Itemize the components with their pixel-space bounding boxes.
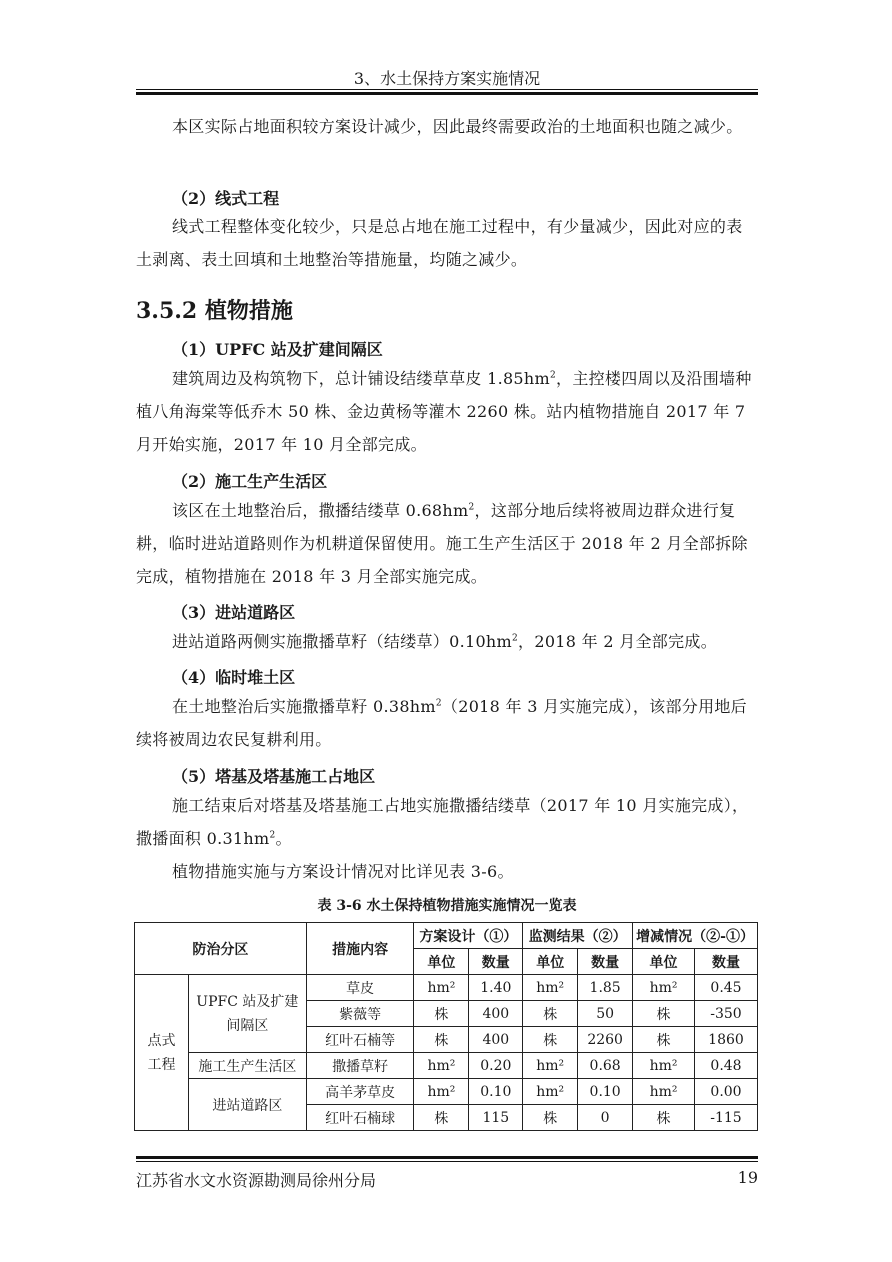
- unit-cell: hm²: [633, 1079, 695, 1105]
- qty-cell: 1860: [695, 1027, 758, 1053]
- subheading-tower-base: （5）塔基及塔基施工占地区: [172, 767, 376, 786]
- qty-cell: 0.48: [695, 1053, 758, 1079]
- paragraph-tower-base: 施工结束后对塔基及塔基施工占地实施撒播结缕草（2017 年 10 月实施完成），撒播面积 $0.31hm^2$。: [136, 796, 749, 848]
- measure-cell: 草皮: [306, 975, 414, 1001]
- unit-cell: 株: [414, 1001, 469, 1027]
- zone-cell: 施工生产生活区: [188, 1053, 306, 1079]
- qty-cell: 0.20: [469, 1053, 523, 1079]
- unit-cell: hm²: [633, 975, 695, 1001]
- header-unit: 单位: [523, 949, 578, 975]
- section-title: 3.5.2 植物措施: [136, 298, 293, 324]
- subheading-construction-area: （2）施工生产生活区: [172, 472, 328, 491]
- qty-cell: 0: [578, 1105, 633, 1131]
- qty-cell: 115: [469, 1105, 523, 1131]
- subheading-temp-soil: （4）临时堆土区: [172, 668, 296, 687]
- header-zone: 防治分区: [135, 923, 307, 975]
- measure-cell: 高羊茅草皮: [306, 1079, 414, 1105]
- measure-cell: 撒播草籽: [306, 1053, 414, 1079]
- group-cell: 点式工程: [135, 975, 189, 1131]
- qty-cell: 1.85: [578, 975, 633, 1001]
- paragraph-table-reference: 植物措施实施与方案设计情况对比详见表 3-6。: [172, 862, 514, 881]
- paragraph-upfc: 建筑周边及构筑物下，总计铺设结缕草草皮 $1.85hm^2$，主控楼四周以及沿围墙种植八角海棠等低乔木 50 株、金边黄杨等灌木 2260 株。站内植物措施自 2017 年 7 月开始实施，2017 年 10 月全部完成。: [136, 369, 752, 454]
- paragraph-construction-area: 该区在土地整治后，撒播结缕草 $0.68hm^2$，这部分地后续将被周边群众进行复耕，临时进站道路则作为机耕道保留使用。施工生产生活区于 2018 年 2 月全部拆除完成，植物措施在 2018 年 3 月全部实施完成。: [136, 501, 748, 586]
- header-unit: 单位: [414, 949, 469, 975]
- table-header-row: [135, 923, 758, 949]
- unit-cell: 株: [633, 1001, 695, 1027]
- running-header: 3、水土保持方案实施情况: [353, 69, 541, 88]
- qty-cell: 0.10: [469, 1079, 523, 1105]
- zone-cell: UPFC 站及扩建间隔区: [188, 975, 306, 1053]
- unit-cell: hm²: [523, 975, 578, 1001]
- measure-cell: 紫薇等: [306, 1001, 414, 1027]
- header-measure: 措施内容: [306, 923, 414, 975]
- unit-cell: 株: [523, 1105, 578, 1131]
- unit-cell: hm²: [414, 975, 469, 1001]
- qty-cell: -350: [695, 1001, 758, 1027]
- unit-cell: 株: [633, 1027, 695, 1053]
- footer-rule-thick: [136, 1156, 758, 1159]
- page-number: 19: [737, 1168, 758, 1187]
- unit-cell: hm²: [414, 1053, 469, 1079]
- unit-cell: hm²: [633, 1053, 695, 1079]
- qty-cell: 0.10: [578, 1079, 633, 1105]
- header-unit: 单位: [633, 949, 695, 975]
- header-rule-thick: [136, 92, 758, 95]
- paragraph-area-reduction: 本区实际占地面积较方案设计减少，因此最终需要政治的土地面积也随之减少。: [172, 117, 743, 136]
- paragraph-access-road: 进站道路两侧实施撒播草籽（结缕草）$0.10hm^2$，2018 年 2 月全部完成。: [172, 632, 718, 651]
- qty-cell: 0.68: [578, 1053, 633, 1079]
- subheading-linear: （2）线式工程: [172, 189, 280, 208]
- unit-cell: 株: [633, 1105, 695, 1131]
- unit-cell: 株: [414, 1105, 469, 1131]
- header-monitor: 监测结果（②）: [523, 923, 633, 949]
- table-row: [135, 1053, 758, 1079]
- qty-cell: 2260: [578, 1027, 633, 1053]
- header-qty: 数量: [469, 949, 523, 975]
- footer-organization: 江苏省水文水资源勘测局徐州分局: [136, 1171, 377, 1190]
- qty-cell: 0.00: [695, 1079, 758, 1105]
- qty-cell: 1.40: [469, 975, 523, 1001]
- header-rule-thin: [136, 89, 758, 90]
- qty-cell: 400: [469, 1027, 523, 1053]
- header-design: 方案设计（①）: [414, 923, 523, 949]
- qty-cell: 0.45: [695, 975, 758, 1001]
- subheading-access-road: （3）进站道路区: [172, 603, 296, 622]
- measure-cell: 红叶石楠球: [306, 1105, 414, 1131]
- unit-cell: hm²: [414, 1079, 469, 1105]
- unit-cell: hm²: [523, 1079, 578, 1105]
- zone-cell: 进站道路区: [188, 1079, 306, 1131]
- unit-cell: 株: [523, 1001, 578, 1027]
- qty-cell: 50: [578, 1001, 633, 1027]
- plant-measures-table: [134, 922, 758, 1131]
- header-change: 增减情况（②-①）: [633, 923, 758, 949]
- footer-rule-thin: [136, 1161, 758, 1162]
- qty-cell: -115: [695, 1105, 758, 1131]
- subheading-upfc: （1）UPFC 站及扩建间隔区: [172, 340, 383, 359]
- qty-cell: 400: [469, 1001, 523, 1027]
- unit-cell: hm²: [523, 1053, 578, 1079]
- header-qty: 数量: [695, 949, 758, 975]
- table-caption: 表 3-6 水土保持植物措施实施情况一览表: [317, 898, 577, 914]
- paragraph-linear: 线式工程整体变化较少，只是总占地在施工过程中，有少量减少，因此对应的表土剥离、表土回填和土地整治等措施量，均随之减少。: [136, 217, 743, 269]
- table-row: [135, 975, 758, 1001]
- paragraph-temp-soil: 在土地整治后实施撒播草籽 $0.38hm^2(2018$ 年 3 月实施完成），该部分用地后续将被周边农民复耕利用。: [136, 697, 747, 749]
- table-row: [135, 1079, 758, 1105]
- unit-cell: 株: [523, 1027, 578, 1053]
- measure-cell: 红叶石楠等: [306, 1027, 414, 1053]
- unit-cell: 株: [414, 1027, 469, 1053]
- header-qty: 数量: [578, 949, 633, 975]
